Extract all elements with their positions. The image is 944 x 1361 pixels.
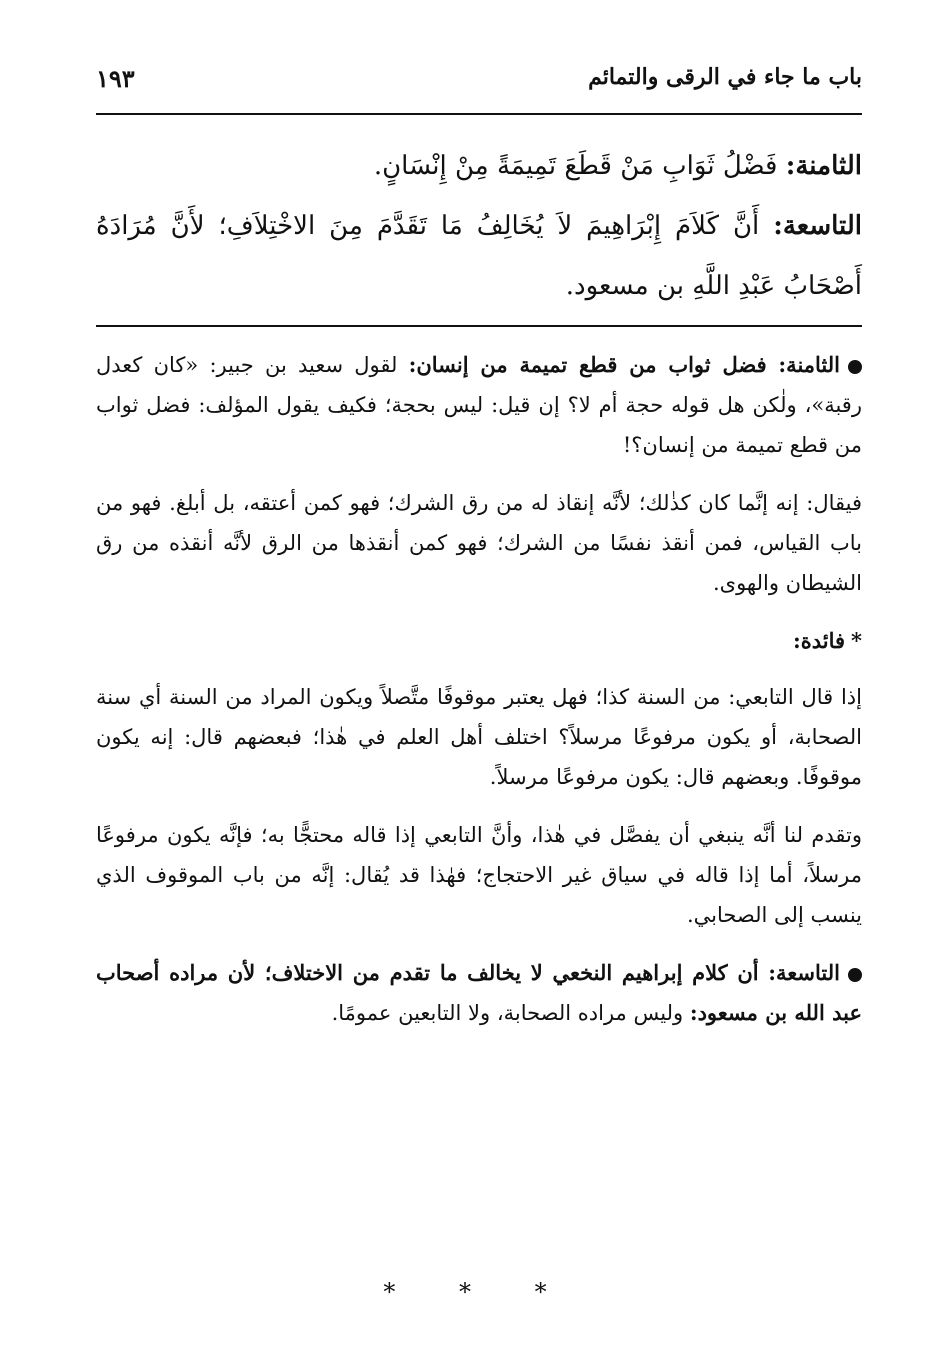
commentary-body-eighth: لقول سعيد بن جبير: «كان كعدل رقبة»، ولٰكن هل قوله حجة أم لا؟ إن قيل: ليس بحجة؛ فكيف يقول المؤلف: فضل ثواب من قطع تميمة من إنسان؟! [96,353,862,457]
bullet-icon [848,360,862,374]
faida-heading [96,621,862,661]
page-header [96,64,862,104]
commentary-text [96,345,862,1051]
commentary-body-qiyas: فيقال: إنه إنَّما كان كذٰلك؛ لأنَّه إنقاذ له من رق الشرك؛ فهو كمن أعتقه، بل أبلغ. فهو من باب القياس، فمن أنقذ نفسًا من الشرك؛ فهو كمن أنقذها من الرق لأنَّه أنقذه من رق الشيطان والهوى. [96,491,862,595]
matn-text-eighth: فَضْلُ ثَوَابِ مَنْ قَطَعَ تَمِيمَةً مِنْ إِنْسَانٍ. [373,151,778,181]
section-end-stars: * * * [383,1278,575,1306]
commentary-body-tabii: إذا قال التابعي: من السنة كذا؛ فهل يعتبر موقوفًا متَّصلاً ويكون المراد من السنة أي سنة الصحابة، أو يكون مرفوعًا مرسلاً؟ اختلف أهل العلم في هٰذا؛ فبعضهم قال: إنه يكون موقوفًا. وبعضهم قال: يكون مرفوعًا مرسلاً. [96,685,862,789]
commentary-body-tafsil: وتقدم لنا أنَّه ينبغي أن يفصَّل في هٰذا، وأنَّ التابعي إذا قاله محتجًّا به؛ فإنَّه يكون مرفوعًا مرسلاً، أما إذا قاله في سياق غير الاحتجاج؛ فهٰذا قد يُقال: إنَّه من باب الموقوف الذي ينسب إلى الصحابي. [96,823,862,927]
faida-label: فائدة: [792,628,846,653]
commentary-paragraph-tabii [96,677,862,797]
header-rule [96,113,862,115]
matn-label-eighth: الثامنة: [785,151,862,181]
commentary-heading-ninth: التاسعة: أن كلام إبراهيم النخعي لا يخالف ما تقدم من الاختلاف؛ لأن مراده أصحاب عبد الله بن مسعود: [96,960,862,1025]
commentary-paragraph-qiyas [96,483,862,603]
matn-text-ninth: أَنَّ كَلاَمَ إِبْرَاهِيمَ لاَ يُخَالِفُ مَا تَقَدَّمَ مِنَ الاخْتِلاَفِ؛ لأَنَّ مُرَادَهُ أَصْحَابُ عَبْدِ اللَّهِ بن مسعود. [96,211,862,301]
matn-text [96,136,862,316]
separator-rule [96,325,862,327]
page-number: ١٩٣ [96,64,135,93]
commentary-heading-eighth: الثامنة: فضل ثواب من قطع تميمة من إنسان: [408,352,840,377]
asterisk-icon: * [851,628,862,653]
matn-label-ninth: التاسعة: [773,211,863,241]
book-page [96,50,862,1340]
running-title: باب ما جاء في الرقى والتمائم [588,64,862,90]
commentary-body-ninth: وليس مراده الصحابة، ولا التابعين عمومًا. [331,1001,684,1025]
bullet-icon [848,968,862,982]
commentary-paragraph-ninth [96,953,862,1033]
commentary-paragraph-eighth [96,345,862,465]
matn-paragraph-eighth [96,136,862,196]
commentary-paragraph-tafsil [96,815,862,935]
matn-paragraph-ninth [96,196,862,316]
